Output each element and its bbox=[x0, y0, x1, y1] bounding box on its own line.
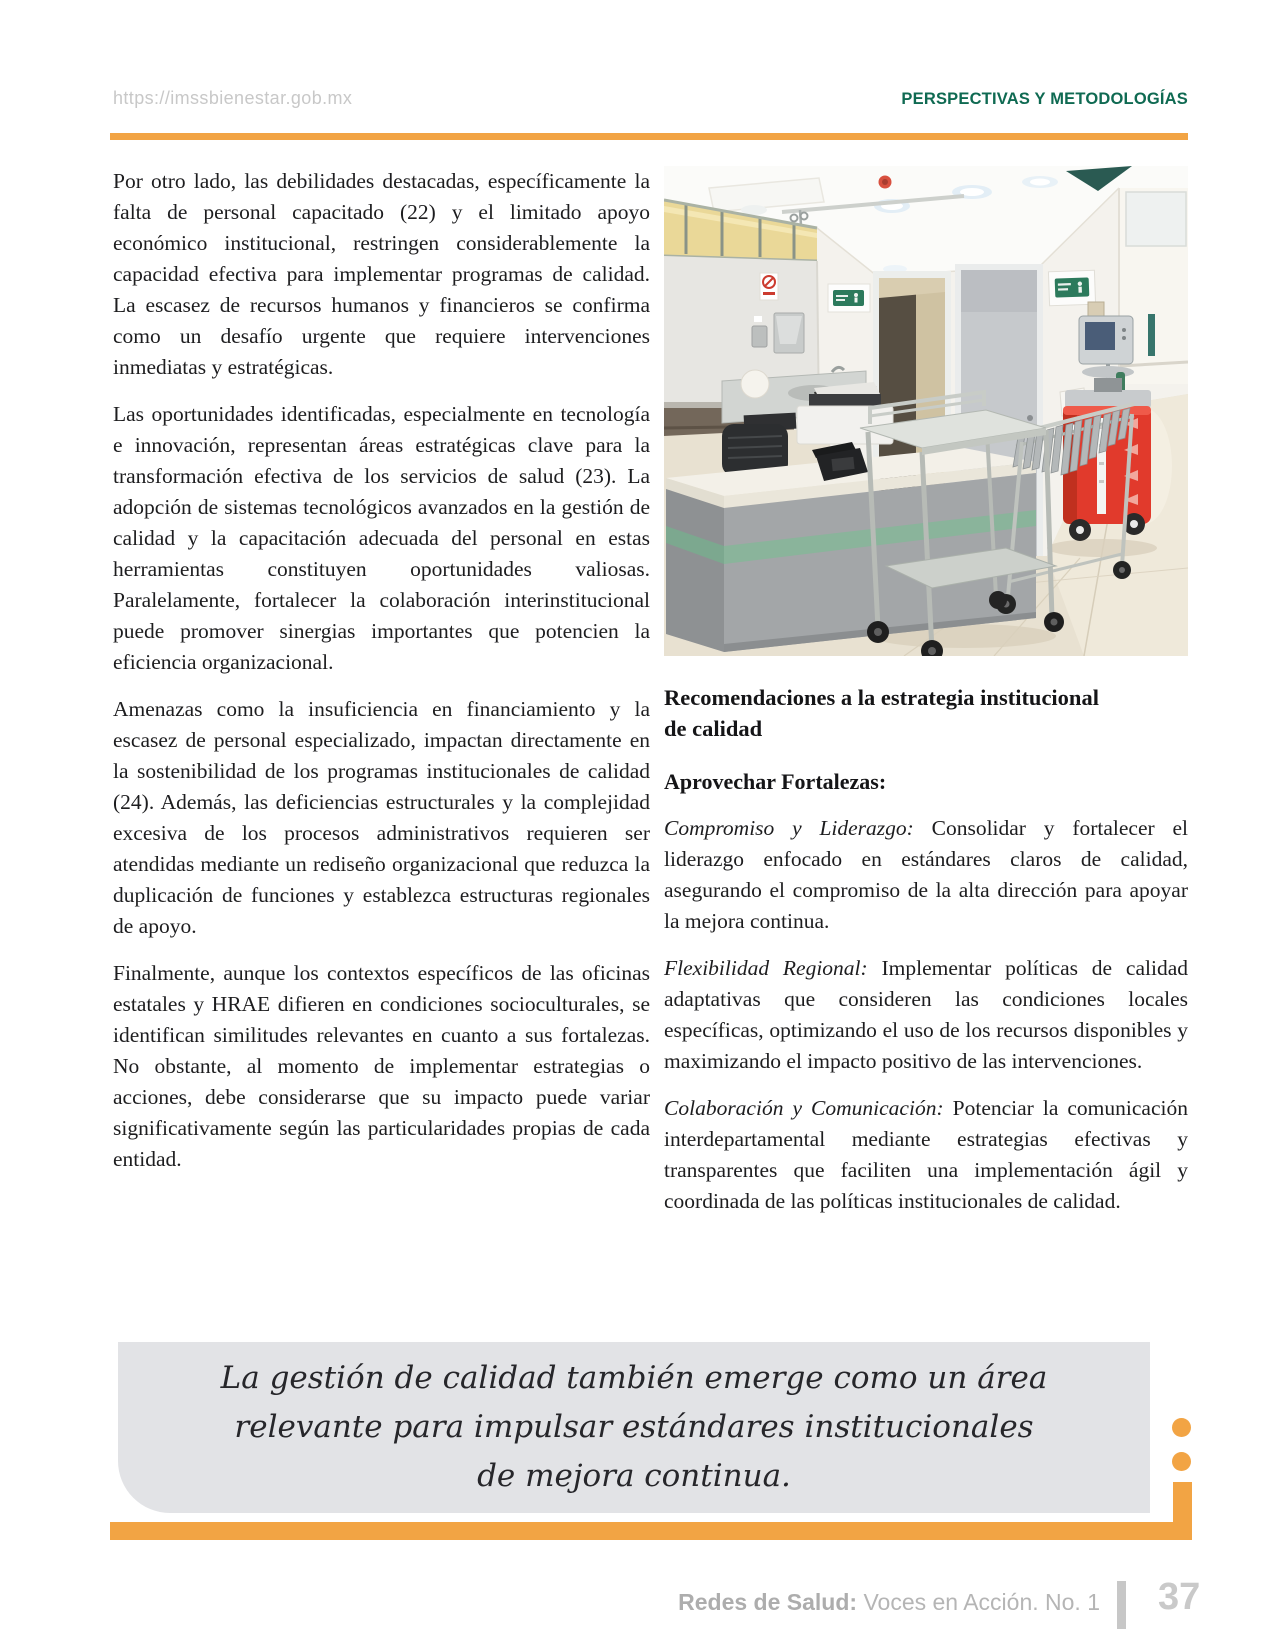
quote-line: de mejora continua. bbox=[477, 1458, 791, 1494]
accent-dot bbox=[1172, 1418, 1191, 1437]
restroom-sign-icon bbox=[828, 284, 870, 312]
sanitario-sign-icon bbox=[1048, 270, 1095, 306]
towel-dispenser-icon bbox=[774, 313, 804, 353]
quote-line: relevante para impulsar estándares institucionales bbox=[234, 1409, 1034, 1445]
recommendations-heading: Recomendaciones a la estrategia institucional de calidad bbox=[664, 685, 1099, 741]
recommendation-paragraph bbox=[664, 1093, 1188, 1217]
source-url-link[interactable]: https://imssbienestar.gob.mx bbox=[113, 88, 353, 108]
reception-desk bbox=[666, 448, 1036, 652]
page-number: 37 bbox=[1158, 1576, 1201, 1618]
hospital-nursing-station-photo bbox=[664, 166, 1188, 656]
no-smoking-sign-icon bbox=[760, 273, 778, 300]
recommendation-text: Implementar políticas de calidad adaptativas que consideren las condiciones locales específicas, optimizando el uso de los recursos disponibles y maximizando el impacto positivo de las intervenciones. bbox=[664, 956, 1188, 1073]
body-paragraph: Las oportunidades identificadas, especialmente en tecnología e innovación, representan áreas estratégicas clave para la transformación efectiva de los servicios de salud (23). La adopción de sistemas tecnológicos avanzados en la gestión de calidad y la capacitación adecuada del personal en estas herramientas constituyen oportunidades valiosas. Paralelamente, fortalecer la colaboración interinstitucional puede promover sinergias importantes que potencien la eficiencia organizacional. bbox=[113, 402, 650, 674]
article-body bbox=[113, 166, 1188, 1217]
smoke-detector-icon bbox=[879, 176, 892, 189]
recommendation-text: Potenciar la comunicación interdepartamental mediante estrategias efectivas y transparentes que faciliten una implementación ágil y coordinada de las políticas institucionales de calidad. bbox=[664, 1096, 1188, 1213]
body-paragraph: Finalmente, aunque los contextos específicos de las oficinas estatales y HRAE difieren en condiciones socioculturales, se identifican similitudes relevantes en cuanto a sus fortalezas. No obstante, al momento de implementar estrategias o acciones, debe considerarse que su impacto puede variar significativamente según las particularidades propias de cada entidad. bbox=[113, 961, 650, 1171]
section-title: PERSPECTIVAS Y METODOLOGÍAS bbox=[901, 90, 1188, 108]
strengths-subheading: Aprovechar Fortalezas: bbox=[664, 769, 887, 794]
recommendation-paragraph bbox=[664, 953, 1188, 1077]
left-column bbox=[113, 166, 650, 1217]
accent-horizontal-rule bbox=[110, 1522, 1192, 1540]
right-column bbox=[664, 166, 1188, 1217]
pull-quote-box bbox=[118, 1342, 1150, 1513]
recommendation-text: Consolidar y fortalecer el liderazgo enfocado en estándares claros de calidad, asegurando el compromiso de la alta dirección para apoyar la mejora continua. bbox=[664, 816, 1188, 933]
recommendation-lead: Colaboración y Comunicación: bbox=[664, 1096, 944, 1120]
recommendation-paragraph bbox=[664, 813, 1188, 937]
footer-divider bbox=[1117, 1581, 1126, 1629]
journal-issue: Voces en Acción. No. 1 bbox=[857, 1589, 1100, 1615]
body-paragraph: Amenazas como la insuficiencia en financiamiento y la escasez de personal especializado, impactan directamente en la sostenibilidad de los programas institucionales de calidad (24). Además, las deficiencias estructurales y la complejidad excesiva de los procesos administrativos requieren ser atendidas mediante un rediseño organizacional que reduzca la duplicación de funciones y establezca estructuras regionales de apoyo. bbox=[113, 697, 650, 938]
body-paragraph: Por otro lado, las debilidades destacadas, específicamente la falta de personal capacitado (22) y el limitado apoyo económico institucional, restringen considerablemente la capacidad efectiva para implementar programas de calidad. La escasez de recursos humanos y financieros se confirma como un desafío urgente que requiere intervenciones inmediatas y estratégicas. bbox=[113, 169, 650, 379]
recommendation-lead: Flexibilidad Regional: bbox=[664, 956, 868, 980]
header-rule bbox=[110, 133, 1188, 140]
accent-dot bbox=[1172, 1452, 1191, 1471]
quote-line: La gestión de calidad también emerge como un área bbox=[220, 1360, 1048, 1396]
journal-title: Redes de Salud: bbox=[678, 1589, 858, 1615]
journal-credit bbox=[678, 1589, 1100, 1616]
recommendation-lead: Compromiso y Liderazgo: bbox=[664, 816, 914, 840]
